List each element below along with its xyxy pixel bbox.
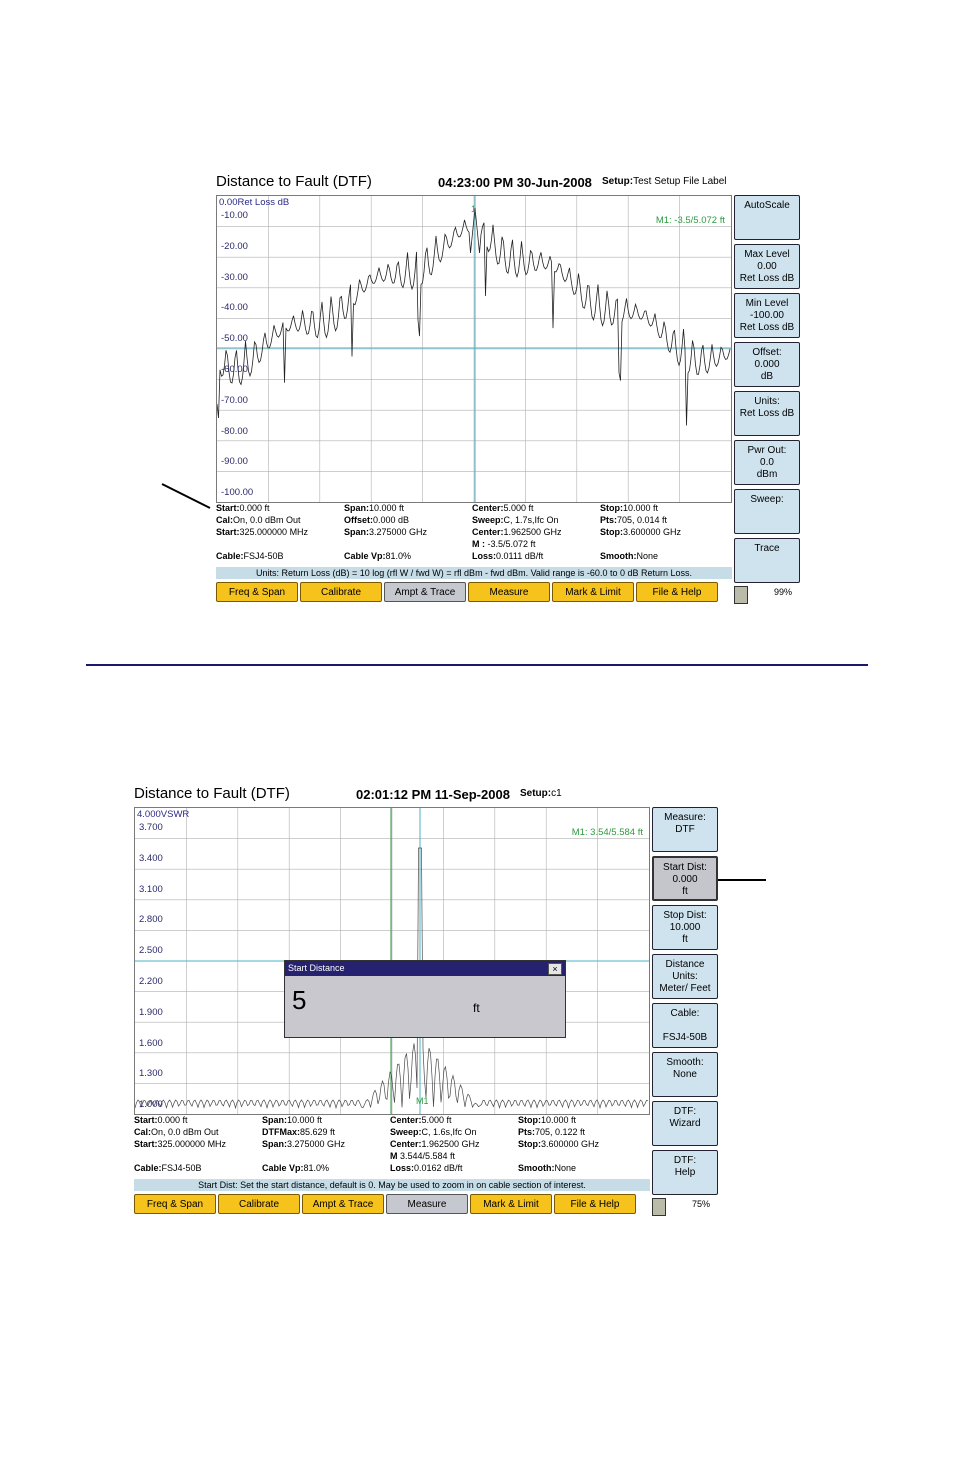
info-value: 325.000000 MHz xyxy=(157,1139,227,1149)
tab-freq-span[interactable]: Freq & Span xyxy=(216,582,298,602)
info-field xyxy=(518,1139,599,1149)
marker-label: 1 xyxy=(471,204,477,214)
tab-ampt-trace[interactable]: Ampt & Trace xyxy=(302,1194,384,1214)
info-value: 81.0% xyxy=(303,1163,330,1173)
softkey-label: Measure: xyxy=(664,812,706,823)
y-tick-label: -30.00 xyxy=(221,271,248,283)
softkey-label: None xyxy=(673,1069,697,1080)
softkey-label: Stop Dist: xyxy=(663,910,707,921)
info-key: Pts: xyxy=(600,515,618,525)
info-field xyxy=(134,1139,226,1149)
dialog-title: Start Distance xyxy=(285,961,565,976)
info-value: 0.000 dB xyxy=(373,515,410,525)
y-tick-label: -80.00 xyxy=(221,425,248,437)
help-bar: Start Dist: Set the start distance, default is 0. May be used to zoom in on cable section of interest. xyxy=(134,1179,650,1191)
info-field xyxy=(472,551,543,561)
info-field xyxy=(472,539,536,549)
callout-line-info xyxy=(160,482,214,512)
dtf-screen-vswr xyxy=(132,782,722,1222)
tab-mark-limit[interactable]: Mark & Limit xyxy=(552,582,634,602)
menu-tabs xyxy=(134,1194,650,1216)
start-distance-dialog xyxy=(284,960,566,1038)
softkey-label: Cable: xyxy=(670,1008,700,1019)
y-tick-label: -10.00 xyxy=(221,210,248,221)
callout-line-start-dist xyxy=(716,876,768,884)
softkey-label: Pwr Out: xyxy=(747,445,787,456)
info-value: 85.629 ft xyxy=(300,1127,336,1137)
info-value: FSJ4-50B xyxy=(161,1163,202,1173)
app-title: Distance to Fault (DTF) xyxy=(216,173,372,190)
info-field xyxy=(344,527,427,537)
measurement-info-panel xyxy=(134,1115,650,1179)
info-key: Start: xyxy=(216,503,240,513)
battery-icon xyxy=(734,586,748,604)
title-bar xyxy=(132,782,652,806)
softkey-label: 0.000 xyxy=(754,359,780,370)
info-field xyxy=(600,527,681,537)
y-tick-label: -70.00 xyxy=(221,394,248,406)
start-distance-input[interactable]: 5 xyxy=(292,985,307,1015)
info-field xyxy=(518,1127,585,1137)
softkey-start-dist[interactable] xyxy=(652,856,718,901)
info-value: C, 1.7s,Ifc On xyxy=(503,515,559,525)
trace-plot[interactable] xyxy=(216,195,732,503)
info-value: C, 1.6s,Ifc On xyxy=(421,1127,477,1137)
info-key: Cal: xyxy=(216,515,234,525)
softkey-label: Wizard xyxy=(669,1118,701,1129)
info-value: 325.000000 MHz xyxy=(239,527,309,537)
battery-level: 75% xyxy=(692,1199,711,1209)
info-key: Start: xyxy=(134,1139,158,1149)
softkey-label: ft xyxy=(682,886,688,897)
info-value: 0.000 ft xyxy=(239,503,270,513)
softkey-distance[interactable] xyxy=(652,954,718,999)
help-bar: Units: Return Loss (dB) = 10 log (rfl W / fwd W) = rfl dBm - fwd dBm. Valid range is -60.0 to 0 dB Return Loss. xyxy=(216,567,732,579)
info-key: Cable Vp: xyxy=(344,551,386,561)
tab-calibrate[interactable]: Calibrate xyxy=(300,582,382,602)
info-key: Span: xyxy=(344,527,370,537)
info-key: Center: xyxy=(472,503,504,513)
y-tick-label: -100.00 xyxy=(221,487,254,499)
info-value: 10.000 ft xyxy=(623,503,659,513)
info-value: 0.000 ft xyxy=(157,1115,188,1125)
battery-icon xyxy=(652,1198,666,1216)
softkey-label: DTF: xyxy=(673,1106,697,1117)
scale-reference: 4.000VSWR xyxy=(137,809,190,820)
info-field xyxy=(216,503,270,513)
tab-measure[interactable]: Measure xyxy=(468,582,550,602)
info-field xyxy=(472,503,534,513)
info-value: 5.000 ft xyxy=(421,1115,452,1125)
close-button[interactable]: × xyxy=(548,963,562,975)
softkey-label: dB xyxy=(760,371,774,382)
softkey-smooth[interactable] xyxy=(652,1052,718,1097)
softkey-label: Start Dist: xyxy=(663,862,707,873)
softkey-label: 0.000 xyxy=(672,874,698,885)
marker-readout: M1: 3.54/5.584 ft xyxy=(571,827,643,838)
softkey-dtf[interactable] xyxy=(652,1101,718,1146)
info-field xyxy=(390,1115,452,1125)
y-tick-label: 1.300 xyxy=(139,1068,163,1080)
softkey-measure[interactable] xyxy=(652,807,718,852)
tab-measure[interactable]: Measure xyxy=(386,1194,468,1214)
info-key: Offset: xyxy=(344,515,373,525)
app-title: Distance to Fault (DTF) xyxy=(134,785,290,802)
battery-level: 99% xyxy=(774,587,793,597)
info-field xyxy=(344,515,409,525)
info-key: Center: xyxy=(390,1139,422,1149)
info-value: On, 0.0 dBm Out xyxy=(233,515,301,525)
info-field xyxy=(262,1163,329,1173)
softkey-trace[interactable] xyxy=(734,538,800,583)
info-field xyxy=(390,1163,463,1173)
softkey-label: dBm xyxy=(756,469,778,480)
info-key: Cable: xyxy=(134,1163,162,1173)
info-field xyxy=(390,1139,480,1149)
info-key: Stop: xyxy=(600,527,623,537)
info-field xyxy=(262,1115,322,1125)
info-key: Loss: xyxy=(390,1163,415,1173)
softkey-label: 0.00 xyxy=(757,261,777,272)
softkey-label: Max Level xyxy=(744,249,790,260)
marker-readout: M1: -3.5/5.072 ft xyxy=(655,215,725,226)
setup-info xyxy=(520,788,562,799)
softkey-label: 0.0 xyxy=(760,457,774,468)
y-tick-label: -20.00 xyxy=(221,240,248,252)
info-field xyxy=(518,1115,576,1125)
info-key: Smooth: xyxy=(600,551,637,561)
info-field xyxy=(134,1163,202,1173)
info-field xyxy=(390,1151,455,1161)
info-field xyxy=(518,1163,576,1173)
info-key: Stop: xyxy=(600,503,623,513)
info-value: None xyxy=(554,1163,577,1173)
softkey-label: Units: xyxy=(754,396,780,407)
softkey-min-level[interactable] xyxy=(734,293,800,338)
softkey-label: Ret Loss dB xyxy=(739,322,795,333)
measurement-info-panel xyxy=(216,503,732,567)
softkey-units[interactable] xyxy=(734,391,800,436)
y-tick-label: 2.500 xyxy=(139,945,163,957)
y-tick-label: 3.100 xyxy=(139,883,163,895)
info-key: Cable Vp: xyxy=(262,1163,304,1173)
info-value: 1.962500 GHz xyxy=(421,1139,480,1149)
info-key: DTFMax: xyxy=(262,1127,300,1137)
softkey-label: Trace xyxy=(754,543,780,554)
info-key: Start: xyxy=(134,1115,158,1125)
title-bar xyxy=(214,170,734,194)
tab-mark-limit[interactable]: Mark & Limit xyxy=(470,1194,552,1214)
info-field xyxy=(600,515,667,525)
info-key: Pts: xyxy=(518,1127,536,1137)
info-key: Stop: xyxy=(518,1115,541,1125)
info-value: 3.544/5.584 ft xyxy=(397,1151,456,1161)
softkey-label: 10.000 xyxy=(669,922,701,933)
y-tick-label: 1.600 xyxy=(139,1037,163,1049)
softkey-stop-dist[interactable] xyxy=(652,905,718,950)
softkey-offset[interactable] xyxy=(734,342,800,387)
info-value: 3.275000 GHz xyxy=(369,527,428,537)
y-tick-label: 3.700 xyxy=(139,822,163,833)
info-key: Cal: xyxy=(134,1127,152,1137)
y-tick-label: -60.00 xyxy=(221,364,248,375)
dialog-unit: ft xyxy=(473,1001,480,1015)
info-field xyxy=(216,551,284,561)
datetime: 02:01:12 PM 11-Sep-2008 xyxy=(356,787,510,802)
setup-value: Test Setup File Label xyxy=(633,176,727,187)
info-value: 10.000 ft xyxy=(287,1115,323,1125)
info-key: Sweep: xyxy=(472,515,504,525)
softkey-label: Offset: xyxy=(752,347,782,358)
dtf-screen-return-loss xyxy=(214,170,804,610)
tab-calibrate[interactable]: Calibrate xyxy=(218,1194,300,1214)
info-value: 10.000 ft xyxy=(369,503,405,513)
tab-ampt-trace[interactable]: Ampt & Trace xyxy=(384,582,466,602)
info-key: Sweep: xyxy=(390,1127,422,1137)
marker-label: M1 xyxy=(416,1096,429,1106)
info-key: Center: xyxy=(472,527,504,537)
softkey-label: DTF xyxy=(675,824,695,835)
measurement-trace xyxy=(217,208,730,426)
softkey-label xyxy=(653,1020,717,1032)
softkey-cable[interactable] xyxy=(652,1003,718,1048)
softkey-label: Help xyxy=(674,1167,696,1178)
softkey-label: Units: xyxy=(672,971,698,982)
setup-value: c1 xyxy=(551,788,562,799)
softkey-sweep[interactable] xyxy=(734,489,800,534)
tab-file-help[interactable]: File & Help xyxy=(554,1194,636,1214)
softkey-max-level[interactable] xyxy=(734,244,800,289)
info-value: 705, 0.122 ft xyxy=(535,1127,586,1137)
info-field xyxy=(344,503,404,513)
softkey-label: Meter/ Feet xyxy=(659,983,711,994)
info-value: 3.600000 GHz xyxy=(541,1139,600,1149)
info-field xyxy=(134,1127,219,1137)
info-field xyxy=(472,515,559,525)
info-key: Span: xyxy=(344,503,370,513)
softkey-label: Sweep: xyxy=(750,494,784,505)
softkey-label: FSJ4-50B xyxy=(662,1032,708,1043)
datetime: 04:23:00 PM 30-Jun-2008 xyxy=(438,175,592,190)
tab-file-help[interactable]: File & Help xyxy=(636,582,718,602)
info-field xyxy=(472,527,562,537)
y-tick-label: 2.200 xyxy=(139,976,163,987)
info-field xyxy=(390,1127,477,1137)
softkey-label: Ret Loss dB xyxy=(739,408,795,419)
info-field xyxy=(262,1139,345,1149)
info-field xyxy=(216,527,308,537)
softkey-label: Smooth: xyxy=(666,1057,704,1068)
section-divider xyxy=(86,664,868,666)
info-key: Loss: xyxy=(472,551,497,561)
y-tick-label: -50.00 xyxy=(221,333,248,345)
info-field xyxy=(344,551,411,561)
softkey-label: -100.00 xyxy=(750,310,784,321)
softkey-pwr-out[interactable] xyxy=(734,440,800,485)
info-value: 0.0162 dB/ft xyxy=(414,1163,463,1173)
softkey-label: ft xyxy=(682,934,688,945)
softkey-label: AutoScale xyxy=(744,200,790,211)
setup-info xyxy=(602,176,727,187)
info-value: 3.275000 GHz xyxy=(287,1139,346,1149)
info-value: 3.600000 GHz xyxy=(623,527,682,537)
info-key: Stop: xyxy=(518,1139,541,1149)
softkey-label: Distance xyxy=(665,959,705,970)
info-key: M : xyxy=(472,539,485,549)
info-field xyxy=(600,551,658,561)
y-tick-label: 1.900 xyxy=(139,1006,163,1018)
setup-label: Setup: xyxy=(602,176,634,187)
info-value: None xyxy=(636,551,659,561)
softkey-autoscale[interactable] xyxy=(734,195,800,240)
info-key: Span: xyxy=(262,1139,288,1149)
tab-freq-span[interactable]: Freq & Span xyxy=(134,1194,216,1214)
y-tick-label: 2.800 xyxy=(139,914,163,926)
y-tick-label: -40.00 xyxy=(221,302,248,314)
info-key: Center: xyxy=(390,1115,422,1125)
info-key: Smooth: xyxy=(518,1163,555,1173)
info-key: Span: xyxy=(262,1115,288,1125)
menu-tabs xyxy=(216,582,732,604)
info-key: Cable: xyxy=(216,551,244,561)
info-field xyxy=(262,1127,335,1137)
y-tick-label: -90.00 xyxy=(221,456,248,468)
info-field xyxy=(134,1115,188,1125)
softkey-label: DTF: xyxy=(673,1155,697,1166)
softkey-dtf[interactable] xyxy=(652,1150,718,1195)
softkey-label: Min Level xyxy=(745,298,789,309)
setup-label: Setup: xyxy=(520,788,552,799)
info-value: -3.5/5.072 ft xyxy=(485,539,536,549)
info-key: Start: xyxy=(216,527,240,537)
softkey-label: Ret Loss dB xyxy=(739,273,795,284)
info-value: 705, 0.014 ft xyxy=(617,515,668,525)
info-value: 10.000 ft xyxy=(541,1115,577,1125)
info-key: M xyxy=(390,1151,398,1161)
info-value: 5.000 ft xyxy=(503,503,534,513)
info-value: 0.0111 dB/ft xyxy=(496,551,544,561)
y-tick-label: 3.400 xyxy=(139,852,163,864)
info-field xyxy=(216,515,301,525)
info-value: 1.962500 GHz xyxy=(503,527,562,537)
info-field xyxy=(600,503,658,513)
info-value: On, 0.0 dBm Out xyxy=(151,1127,219,1137)
info-value: 81.0% xyxy=(385,551,412,561)
y-tick-label: 1.000 xyxy=(139,1099,163,1111)
info-value: FSJ4-50B xyxy=(243,551,284,561)
scale-reference: 0.00Ret Loss dB xyxy=(219,197,290,208)
